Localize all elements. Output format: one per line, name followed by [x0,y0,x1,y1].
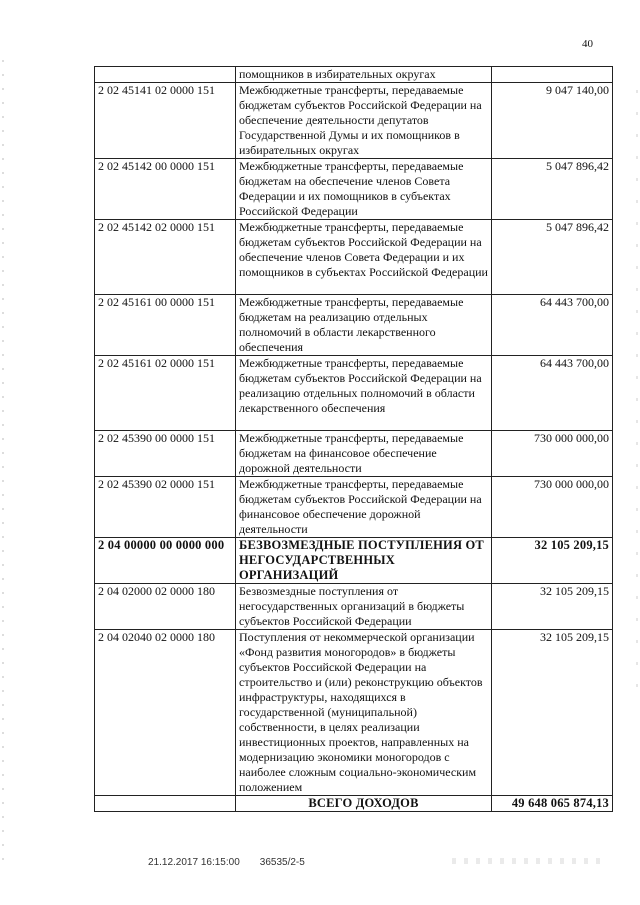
budget-code: 2 02 45161 00 0000 151 [95,295,236,356]
revenue-amount: 5 047 896,42 [492,220,613,295]
revenue-description: помощников в избирательных округах [236,67,492,83]
table-row [95,431,613,477]
table-row [95,220,613,295]
total-amount: 49 648 065 874,13 [492,796,613,812]
scan-edge-marks-right [636,90,638,690]
table-row [95,356,613,431]
revenue-amount: 32 105 209,15 [492,584,613,630]
footer-stamp [148,857,305,868]
table-row [95,477,613,538]
budget-code: 2 02 45142 02 0000 151 [95,220,236,295]
table-row [95,67,613,83]
revenue-description: Поступления от некоммерческой организации «Фонд развития моногородов» в бюджеты субъектов Российской Федерации на строительство и (или) реконструкцию объектов инфраструктуры, находящихся в государственной (муниципальной) собственности, в целях реализации инвестиционных проектов, направленных на модернизацию экономики моногородов с наиболее сложным социально-экономическим положением [236,630,492,796]
total-code [95,796,236,812]
table-row-total [95,796,613,812]
budget-code: 2 02 45161 02 0000 151 [95,356,236,431]
budget-code: 2 02 45142 00 0000 151 [95,159,236,220]
revenue-description: Межбюджетные трансферты, передаваемые бюджетам на финансовое обеспечение дорожной деятельности [236,431,492,477]
table-row [95,159,613,220]
budget-code: 2 02 45141 02 0000 151 [95,83,236,159]
table-row [95,630,613,796]
budget-code: 2 02 45390 02 0000 151 [95,477,236,538]
budget-code: 2 04 02000 02 0000 180 [95,584,236,630]
revenue-amount [492,67,613,83]
table-row-section-header [95,538,613,584]
budget-code: 2 04 02040 02 0000 180 [95,630,236,796]
budget-code: 2 02 45390 00 0000 151 [95,431,236,477]
revenue-description: Межбюджетные трансферты, передаваемые бюджетам субъектов Российской Федерации на финансовое обеспечение дорожной деятельности [236,477,492,538]
revenue-description: Межбюджетные трансферты, передаваемые бюджетам субъектов Российской Федерации на реализацию отдельных полномочий в области лекарственного обеспечения [236,356,492,431]
footer-datetime: 21.12.2017 16:15:00 [148,857,240,868]
revenue-description: Межбюджетные трансферты, передаваемые бюджетам субъектов Российской Федерации на обеспечение членов Совета Федерации и их помощников в субъектах Российской Федерации [236,220,492,295]
table-row [95,295,613,356]
budget-code: 2 04 00000 00 0000 000 [95,538,236,584]
revenue-amount: 730 000 000,00 [492,477,613,538]
revenue-description: Межбюджетные трансферты, передаваемые бюджетам на реализацию отдельных полномочий в области лекарственного обеспечения [236,295,492,356]
revenue-description: БЕЗВОЗМЕЗДНЫЕ ПОСТУПЛЕНИЯ ОТ НЕГОСУДАРСТВЕННЫХ ОРГАНИЗАЦИЙ [236,538,492,584]
scan-edge-marks-left [2,60,4,860]
table-row [95,584,613,630]
total-label: ВСЕГО ДОХОДОВ [236,796,492,812]
revenue-amount: 32 105 209,15 [492,538,613,584]
revenue-description: Межбюджетные трансферты, передаваемые бюджетам субъектов Российской Федерации на обеспечение деятельности депутатов Государственной Думы и их помощников в избирательных округах [236,83,492,159]
revenue-amount: 730 000 000,00 [492,431,613,477]
revenue-amount: 9 047 140,00 [492,83,613,159]
budget-code [95,67,236,83]
revenue-description: Безвозмездные поступления от негосударственных организаций в бюджеты субъектов Российской Федерации [236,584,492,630]
revenue-amount: 32 105 209,15 [492,630,613,796]
revenue-table-body [95,67,613,812]
revenue-amount: 5 047 896,42 [492,159,613,220]
page-number: 40 [582,38,593,50]
revenue-description: Межбюджетные трансферты, передаваемые бюджетам на обеспечение членов Совета Федерации и их помощников в субъектах Российской Федерации [236,159,492,220]
revenue-amount: 64 443 700,00 [492,295,613,356]
revenue-amount: 64 443 700,00 [492,356,613,431]
footer-document-id: 36535/2-5 [259,857,305,868]
table-row [95,83,613,159]
footer-faint-mark [452,858,602,864]
revenue-table [94,66,613,812]
